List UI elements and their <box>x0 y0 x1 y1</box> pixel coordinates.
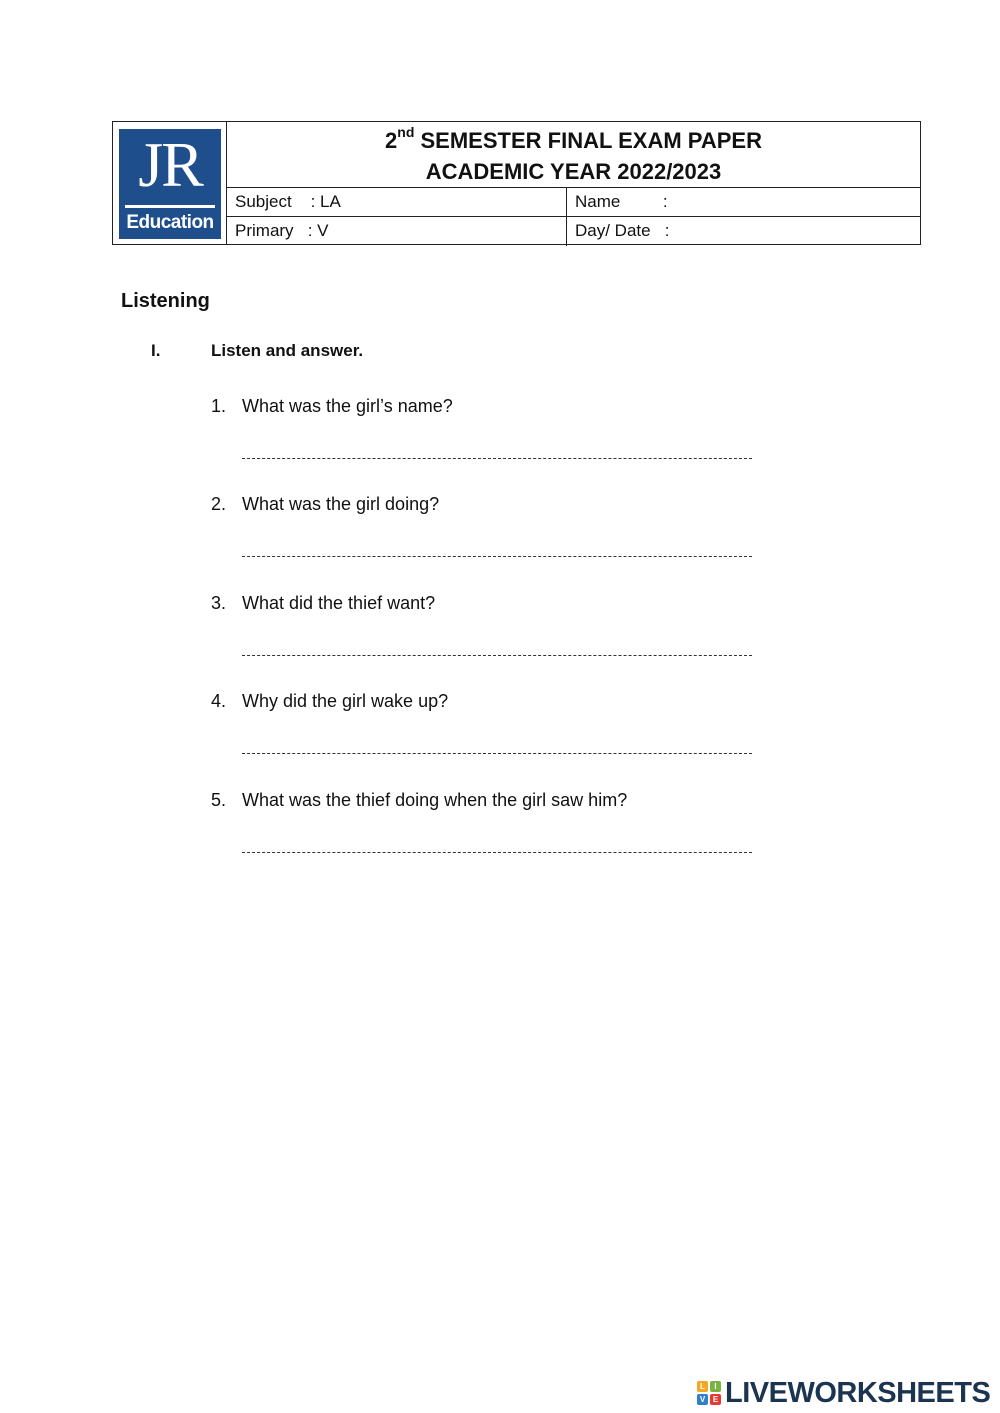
answer-line-3[interactable] <box>242 655 752 656</box>
liveworksheets-brand <box>697 1377 994 1409</box>
question-text: What was the girl’s name? <box>242 396 453 416</box>
title-ordinal: 2 <box>385 128 398 153</box>
logo-jr-text: JR <box>138 129 202 200</box>
jr-education-logo <box>119 129 221 239</box>
liveworksheets-logo-icon <box>697 1381 721 1405</box>
brand-mark-tile: I <box>710 1381 721 1392</box>
question-number: 3. <box>211 593 227 613</box>
question-number: 4. <box>211 691 227 711</box>
exam-title-line1 <box>227 125 920 156</box>
brand-text: LIVEWORKSHEETS <box>725 1377 991 1409</box>
exam-header-table <box>112 121 921 245</box>
question-4 <box>211 691 448 712</box>
question-number: 5. <box>211 790 227 810</box>
logo-divider <box>125 205 215 208</box>
primary-field: Primary : V <box>227 217 567 246</box>
answer-line-2[interactable] <box>242 556 752 557</box>
question-5 <box>211 790 627 811</box>
question-2 <box>211 494 439 515</box>
brand-mark-tile: L <box>697 1381 708 1392</box>
answer-line-1[interactable] <box>242 458 752 459</box>
question-number: 1. <box>211 396 227 416</box>
subject-field: Subject : LA <box>227 188 567 217</box>
answer-line-5[interactable] <box>242 852 752 853</box>
question-1 <box>211 396 453 417</box>
section-title: Listening <box>121 290 210 312</box>
question-text: What did the thief want? <box>242 593 436 613</box>
brand-mark-tile: V <box>697 1394 708 1405</box>
logo-cell <box>113 122 227 244</box>
part-title: Listen and answer. <box>211 341 364 360</box>
name-field[interactable]: Name : <box>567 188 920 217</box>
answer-line-4[interactable] <box>242 753 752 754</box>
question-text: What was the girl doing? <box>242 494 440 514</box>
exam-title <box>227 122 920 188</box>
question-text: Why did the girl wake up? <box>242 691 449 711</box>
question-3 <box>211 593 435 614</box>
logo-education-text: Education <box>126 212 214 233</box>
title-ordinal-suffix: nd <box>397 123 415 140</box>
brand-mark-tile: E <box>710 1394 721 1405</box>
title-rest: SEMESTER FINAL EXAM PAPER <box>414 128 762 153</box>
question-text: What was the thief doing when the girl saw him? <box>242 790 628 810</box>
day-date-field[interactable]: Day/ Date : <box>575 221 670 240</box>
exam-title-line2: ACADEMIC YEAR 2022/2023 <box>425 159 722 184</box>
part-number: I. <box>151 341 161 360</box>
question-number: 2. <box>211 494 227 514</box>
